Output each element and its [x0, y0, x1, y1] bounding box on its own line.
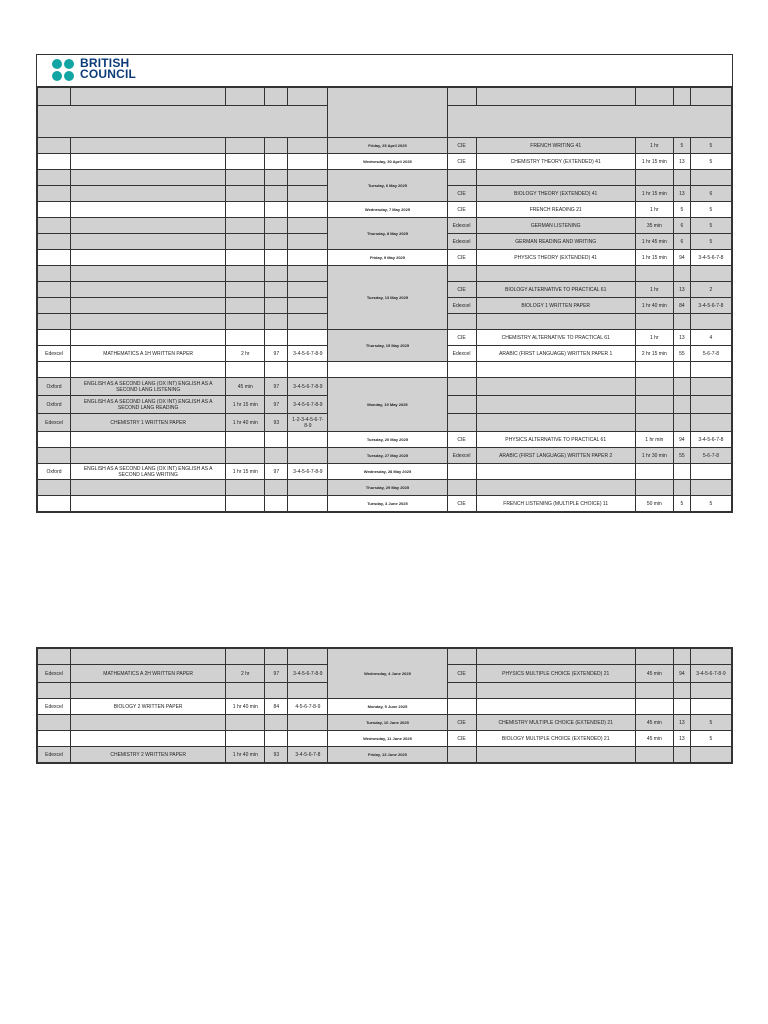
exam-room: 13: [673, 330, 690, 346]
exam-years: 3-4-5-6-7-8-9: [690, 665, 731, 683]
logo-word-council: COUNCIL: [80, 67, 137, 81]
table-row: [38, 266, 732, 282]
exam-date: Tuesday, 6 May 2025: [328, 170, 447, 202]
exam-date: Wednesday, 4 June 2025: [328, 649, 447, 699]
exam-board: CIE: [447, 731, 476, 747]
table-row: [38, 464, 732, 480]
exam-date: Tuesday, 3 June 2025: [328, 496, 447, 512]
exam-board: CIE: [447, 186, 476, 202]
exam-years: 1-2-3-4-5-6-7-8-9: [288, 414, 328, 432]
exam-years: 3-4-5-6-7-8: [690, 250, 731, 266]
exam-subject: CHEMISTRY 2 WRITTEN PAPER: [71, 747, 226, 763]
exam-duration: 1 hr 15 min: [226, 464, 265, 480]
exam-date: Friday, 9 May 2025: [328, 250, 447, 266]
exam-date: Thursday, 29 May 2025: [328, 480, 447, 496]
exam-subject: BIOLOGY 2 WRITTEN PAPER: [71, 699, 226, 715]
exam-subject: ARABIC (FIRST LANGUAGE) WRITTEN PAPER 1: [476, 346, 635, 362]
table-row: [38, 154, 732, 170]
exam-subject: BIOLOGY ALTERNATIVE TO PRACTICAL 61: [476, 282, 635, 298]
exam-board: Edexcel: [38, 346, 71, 362]
exam-years: 3-4-5-6-7-8: [690, 298, 731, 314]
exam-timetable-sheet-2: [36, 647, 733, 764]
exam-subject: PHYSICS MULTIPLE CHOICE (EXTENDED) 21: [476, 665, 635, 683]
exam-room: 94: [673, 250, 690, 266]
exam-years: 5: [690, 715, 731, 731]
exam-years: 5: [690, 731, 731, 747]
exam-room: 5: [673, 138, 690, 154]
exam-room: 13: [673, 731, 690, 747]
exam-room: 97: [265, 378, 288, 396]
exam-duration: 50 min: [635, 496, 673, 512]
table-row: [38, 432, 732, 448]
exam-board: Edexcel: [38, 699, 71, 715]
exam-years: 3-4-5-6-7-8: [288, 747, 328, 763]
exam-room: 97: [265, 464, 288, 480]
exam-date: Wednesday, 30 April 2025: [328, 154, 447, 170]
exam-room: 13: [673, 186, 690, 202]
exam-duration: 1 hr 40 min: [226, 414, 265, 432]
exam-subject: CHEMISTRY ALTERNATIVE TO PRACTICAL 61: [476, 330, 635, 346]
exam-years: 5: [690, 138, 731, 154]
british-council-logo: [37, 55, 732, 87]
exam-board: CIE: [447, 432, 476, 448]
table-row: [38, 202, 732, 218]
exam-duration: 1 hr: [635, 138, 673, 154]
exam-board: CIE: [447, 715, 476, 731]
exam-date: Wednesday, 11 June 2025: [328, 731, 447, 747]
table-row: [38, 496, 732, 512]
exam-room: 13: [673, 282, 690, 298]
exam-date: Wednesday, 28 May 2025: [328, 464, 447, 480]
exam-subject: GERMAN READING AND WRITING: [476, 234, 635, 250]
exam-subject: BIOLOGY THEORY (EXTENDED) 41: [476, 186, 635, 202]
table-row: [38, 747, 732, 763]
exam-board: Edexcel: [447, 218, 476, 234]
exam-years: 4: [690, 330, 731, 346]
exam-years: 3-4-5-6-7-8-9: [288, 378, 328, 396]
table-row: [38, 378, 732, 396]
exam-date: Thursday, 15 May 2025: [328, 330, 447, 362]
exam-years: 4-5-6-7-8-9: [288, 699, 328, 715]
exam-subject: FRENCH READING 21: [476, 202, 635, 218]
table-row: [38, 250, 732, 266]
exam-date: Tuesday, 20 May 2025: [328, 432, 447, 448]
exam-room: 94: [673, 432, 690, 448]
exam-date: Tuesday, 13 May 2025: [328, 266, 447, 330]
exam-date: Wednesday, 7 May 2025: [328, 202, 447, 218]
exam-board: CIE: [447, 496, 476, 512]
exam-subject: ENGLISH AS A SECOND LANG (OX INT) ENGLISH AS A SECOND LANG WRITING: [71, 464, 226, 480]
exam-years: 3-4-5-6-7-8-9: [288, 665, 328, 683]
exam-duration: 45 min: [635, 731, 673, 747]
table-row: [38, 731, 732, 747]
exam-duration: 1 hr 40 min: [226, 699, 265, 715]
exam-duration: 2 hr: [226, 346, 265, 362]
table-row: [38, 218, 732, 234]
exam-date: Monday, 9 June 2025: [328, 699, 447, 715]
exam-subject: ARABIC (FIRST LANGUAGE) WRITTEN PAPER 2: [476, 448, 635, 464]
table-row: [38, 170, 732, 186]
exam-subject: CHEMISTRY 1 WRITTEN PAPER: [71, 414, 226, 432]
table-row: [38, 649, 732, 665]
exam-duration: 1 hr: [635, 282, 673, 298]
exam-duration: 45 min: [635, 715, 673, 731]
exam-years: 2: [690, 282, 731, 298]
exam-board: Edexcel: [38, 414, 71, 432]
exam-duration: 1 hr: [635, 202, 673, 218]
exam-table-2: [37, 648, 732, 763]
exam-board: Oxford: [38, 464, 71, 480]
exam-years: 3-4-5-6-7-8: [690, 432, 731, 448]
table-row: [38, 362, 732, 378]
exam-duration: 35 min: [635, 218, 673, 234]
exam-years: 3-4-5-6-7-8-9: [288, 464, 328, 480]
exam-date: Tuesday, 27 May 2025: [328, 448, 447, 464]
exam-date: Friday, 13 June 2025: [328, 747, 447, 763]
exam-board: CIE: [447, 330, 476, 346]
table-row: [38, 715, 732, 731]
table-row: [38, 480, 732, 496]
exam-subject: MATHEMATICS A 1H WRITTEN PAPER: [71, 346, 226, 362]
exam-subject: BIOLOGY MULTIPLE CHOICE (EXTENDED) 21: [476, 731, 635, 747]
exam-years: 5: [690, 154, 731, 170]
exam-years: 3-4-5-6-7-8-9: [288, 396, 328, 414]
table-row: [38, 448, 732, 464]
exam-room: 6: [673, 218, 690, 234]
exam-board: Edexcel: [447, 346, 476, 362]
exam-years: 5: [690, 202, 731, 218]
exam-subject: PHYSICS THEORY (EXTENDED) 41: [476, 250, 635, 266]
exam-board: CIE: [447, 154, 476, 170]
exam-duration: 1 hr min: [635, 432, 673, 448]
exam-date: Thursday, 8 May 2025: [328, 218, 447, 250]
exam-subject: ENGLISH AS A SECOND LANG (OX INT) ENGLISH AS A SECOND LANG LISTENING: [71, 378, 226, 396]
exam-room: 5: [673, 202, 690, 218]
exam-room: 5: [673, 496, 690, 512]
exam-years: 5: [690, 234, 731, 250]
exam-room: 6: [673, 234, 690, 250]
exam-board: CIE: [447, 665, 476, 683]
exam-duration: 2 hr: [226, 665, 265, 683]
exam-room: 84: [673, 298, 690, 314]
exam-board: Edexcel: [447, 234, 476, 250]
exam-room: 84: [265, 699, 288, 715]
exam-subject: BIOLOGY 1 WRITTEN PAPER: [476, 298, 635, 314]
exam-duration: 1 hr 15 min: [635, 250, 673, 266]
exam-board: Edexcel: [447, 298, 476, 314]
exam-subject: FRENCH LISTENING (MULTIPLE CHOICE) 11: [476, 496, 635, 512]
exam-date: Friday, 25 April 2025: [328, 138, 447, 154]
exam-timetable-sheet-1: [36, 54, 733, 513]
exam-date: Monday, 19 May 2025: [328, 378, 447, 432]
exam-board: CIE: [447, 250, 476, 266]
exam-duration: 2 hr 15 min: [635, 346, 673, 362]
exam-duration: 1 hr 15 min: [226, 396, 265, 414]
exam-duration: 1 hr 40 min: [226, 747, 265, 763]
exam-room: 97: [265, 346, 288, 362]
exam-years: 6: [690, 186, 731, 202]
exam-date: Tuesday, 10 June 2025: [328, 715, 447, 731]
exam-subject: CHEMISTRY MULTIPLE CHOICE (EXTENDED) 21: [476, 715, 635, 731]
table-row: [38, 138, 732, 154]
exam-board: Oxford: [38, 396, 71, 414]
exam-years: 5-6-7-8: [690, 346, 731, 362]
exam-subject: GERMAN LISTENING: [476, 218, 635, 234]
exam-years: 5-6-7-8: [690, 448, 731, 464]
exam-room: 13: [673, 715, 690, 731]
exam-room: 55: [673, 448, 690, 464]
exam-years: 5: [690, 496, 731, 512]
exam-duration: 45 min: [226, 378, 265, 396]
table-row: [38, 330, 732, 346]
exam-subject: PHYSICS ALTERNATIVE TO PRACTICAL 61: [476, 432, 635, 448]
exam-board: CIE: [447, 282, 476, 298]
exam-years: 3-4-5-6-7-8-9: [288, 346, 328, 362]
exam-subject: FRENCH WRITING 41: [476, 138, 635, 154]
exam-room: 97: [265, 396, 288, 414]
exam-board: CIE: [447, 138, 476, 154]
table-header-row: [38, 88, 732, 106]
exam-room: 94: [673, 665, 690, 683]
exam-subject: MATHEMATICS A 2H WRITTEN PAPER: [71, 665, 226, 683]
exam-duration: 45 min: [635, 665, 673, 683]
exam-board: Edexcel: [38, 747, 71, 763]
exam-years: 5: [690, 218, 731, 234]
exam-room: 93: [265, 747, 288, 763]
exam-duration: 1 hr 15 min: [635, 186, 673, 202]
exam-room: 93: [265, 414, 288, 432]
british-council-dots-icon: [51, 58, 77, 82]
exam-room: 55: [673, 346, 690, 362]
exam-subject: CHEMISTRY THEORY (EXTENDED) 41: [476, 154, 635, 170]
exam-table-1: [37, 87, 732, 512]
logo-word-british: BRITISH: [80, 56, 130, 70]
exam-duration: 1 hr: [635, 330, 673, 346]
exam-duration: 1 hr 15 min: [635, 154, 673, 170]
exam-board: Edexcel: [38, 665, 71, 683]
exam-duration: 1 hr 30 min: [635, 448, 673, 464]
exam-duration: 1 hr 40 min: [635, 298, 673, 314]
exam-room: 97: [265, 665, 288, 683]
table-row: [38, 699, 732, 715]
exam-board: Edexcel: [447, 448, 476, 464]
exam-board: CIE: [447, 202, 476, 218]
exam-board: Oxford: [38, 378, 71, 396]
exam-duration: 1 hr 45 min: [635, 234, 673, 250]
exam-subject: ENGLISH AS A SECOND LANG (OX INT) ENGLISH AS A SECOND LANG READING: [71, 396, 226, 414]
exam-room: 13: [673, 154, 690, 170]
